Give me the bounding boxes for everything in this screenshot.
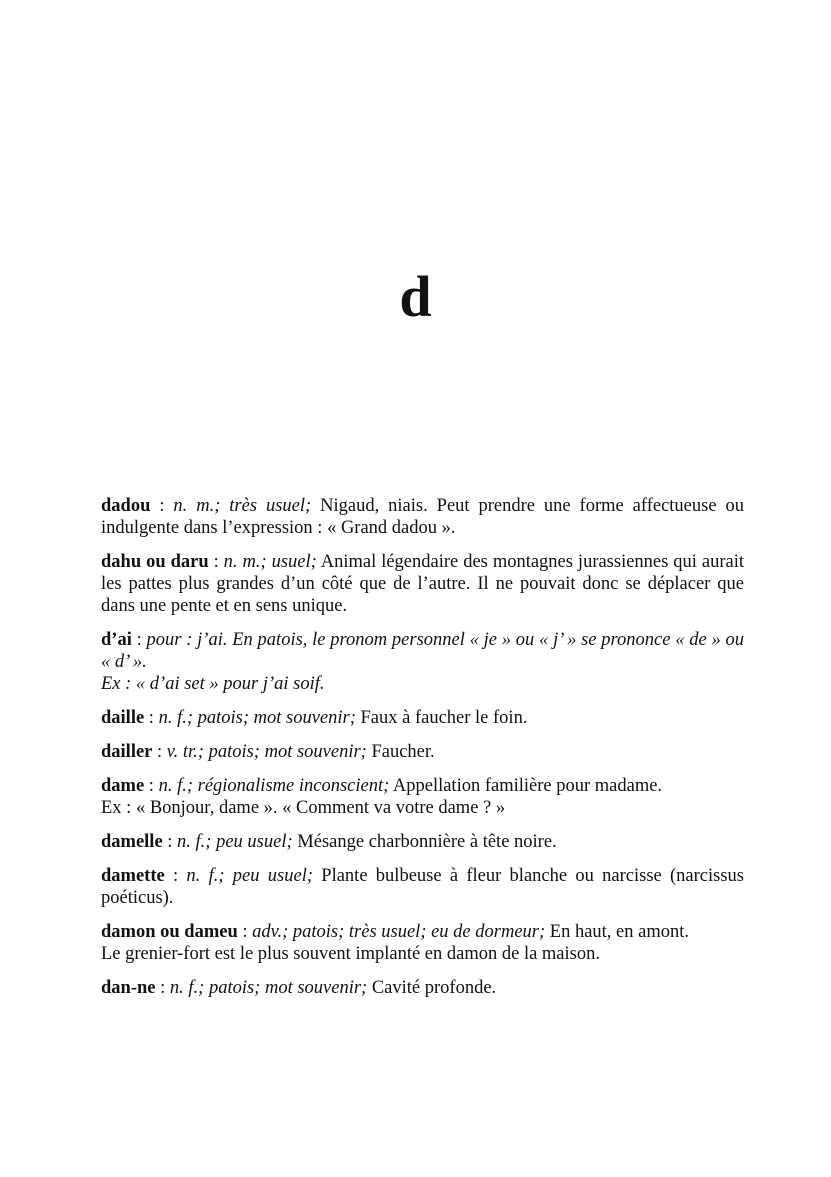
grammatical-info: n. f.; régionalisme inconscient; [158,776,390,796]
entry-dadou [101,495,744,539]
headword: dan-ne [101,978,156,998]
entry-daille [101,707,744,729]
definition: Appellation familière pour madame. [389,776,663,796]
definition: Cavité profonde. [367,978,497,998]
example-line: Ex : « Bonjour, dame ». « Comment va votre dame ? » [101,798,506,818]
entry-dan-ne [101,977,744,999]
entry-list [101,495,744,1011]
separator: : [144,776,159,796]
definition: Animal légendaire des montagnes jurassiennes qui aurait les pattes plus grandes d’un côté que de l’autre. Il ne pouvait donc se déplacer que dans une pente et en sens unique. [101,552,745,616]
separator: : [152,742,167,762]
headword: damon ou dameu [101,922,238,942]
headword: damelle [101,832,163,852]
grammatical-info: v. tr.; patois; mot souvenir; [166,742,367,762]
example-line: Le grenier-fort est le plus souvent implanté en damon de la maison. [101,944,600,964]
headword: dahu ou daru [101,552,209,572]
entry-damelle [101,831,744,853]
separator: : [150,496,174,516]
separator: : [164,866,187,886]
grammatical-info: n. f.; peu usuel; [186,866,313,886]
definition: Mésange charbonnière à tête noire. [292,832,557,852]
separator: : [155,978,170,998]
definition: Nigaud, niais. Peut prendre une forme affectueuse ou indulgente dans l’expression : « Grand dadou ». [101,496,744,538]
example-line: Ex : « d’ai set » pour j’ai soif. [101,674,325,694]
separator: : [144,708,159,728]
definition: Faucher. [366,742,435,762]
grammatical-info: n. m.; usuel; [223,552,317,572]
headword: dadou [101,496,151,516]
headword: dame [101,776,145,796]
definition: Faux à faucher le foin. [355,708,528,728]
headword: d’ai [101,630,132,650]
separator: : [162,832,178,852]
separator: : [208,552,224,572]
separator: : [237,922,253,942]
entry-dailler [101,741,744,763]
grammatical-info: n. f.; patois; mot souvenir; [158,708,356,728]
grammatical-info: pour : j’ai. En patois, le pronom personnel « je » ou « j’ » se prononce « de » ou « d’ ». [101,630,744,672]
entry-dame [101,775,744,819]
grammatical-info: n. m.; très usuel; [173,496,312,516]
headword: daille [101,708,145,728]
separator: : [131,630,147,650]
headword: damette [101,866,165,886]
entry-damette [101,865,744,909]
definition: Plante bulbeuse à fleur blanche ou narcisse (narcissus poéticus). [101,866,744,908]
definition: En haut, en amont. [545,922,690,942]
grammatical-info: n. f.; peu usuel; [177,832,293,852]
headword: dailler [101,742,153,762]
grammatical-info: adv.; patois; très usuel; eu de dormeur; [252,922,546,942]
section-letter: d [399,264,432,329]
entry-damon [101,921,744,965]
entry-dahu [101,551,744,617]
grammatical-info: n. f.; patois; mot souvenir; [169,978,368,998]
entry-dai [101,629,744,695]
